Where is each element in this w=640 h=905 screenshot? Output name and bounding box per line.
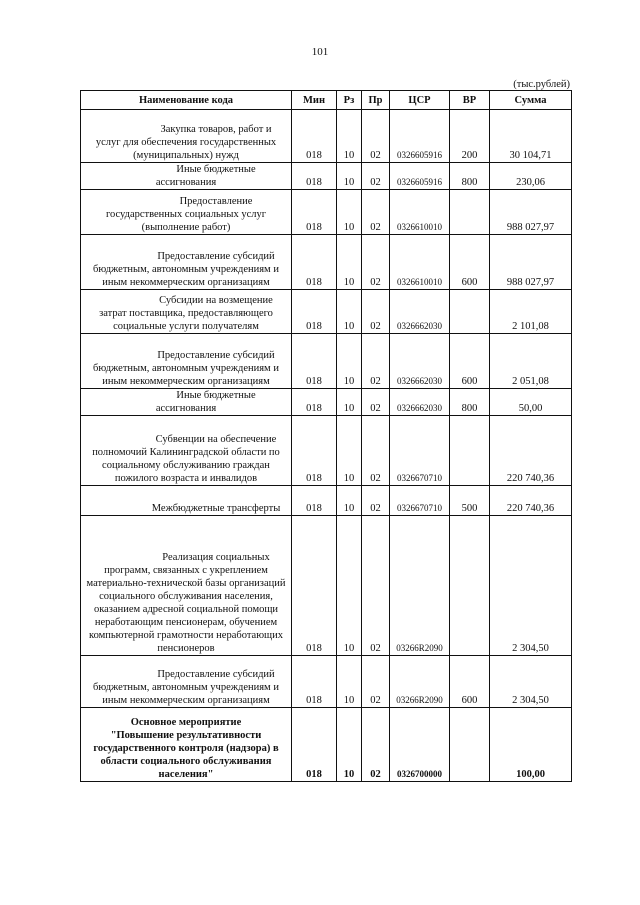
row-pr: 02 — [362, 110, 390, 163]
row-sum: 100,00 — [490, 708, 572, 782]
table-row — [81, 334, 572, 389]
row-name: Закупка товаров, работ и услуг для обеспечения государственных (муниципальных) нужд — [81, 110, 292, 163]
row-name: Иные бюджетные ассигнования — [81, 163, 292, 190]
row-pr: 02 — [362, 416, 390, 486]
table-row — [81, 389, 572, 416]
row-pr: 02 — [362, 163, 390, 190]
row-rz: 10 — [337, 416, 362, 486]
row-csr: 0326700000 — [390, 708, 450, 782]
table-row — [81, 708, 572, 782]
row-pr: 02 — [362, 656, 390, 708]
row-pr: 02 — [362, 708, 390, 782]
row-min: 018 — [292, 110, 337, 163]
row-sum: 2 304,50 — [490, 516, 572, 656]
row-csr: 0326662030 — [390, 389, 450, 416]
header-rz: Рз — [337, 91, 362, 110]
budget-table — [80, 90, 572, 782]
row-vr: 600 — [450, 656, 490, 708]
row-min: 018 — [292, 708, 337, 782]
row-name: Предоставление субсидий бюджетным, автономным учреждениям и иным некоммерческим организациям — [81, 656, 292, 708]
row-csr: 03266R2090 — [390, 656, 450, 708]
row-csr: 0326662030 — [390, 290, 450, 334]
row-rz: 10 — [337, 290, 362, 334]
row-vr — [450, 516, 490, 656]
row-pr: 02 — [362, 516, 390, 656]
row-pr: 02 — [362, 235, 390, 290]
row-min: 018 — [292, 290, 337, 334]
row-sum: 230,06 — [490, 163, 572, 190]
row-vr: 800 — [450, 389, 490, 416]
units-label: (тыс.рублей) — [513, 79, 570, 90]
row-rz: 10 — [337, 163, 362, 190]
row-vr: 800 — [450, 163, 490, 190]
table-row — [81, 163, 572, 190]
row-min: 018 — [292, 516, 337, 656]
row-rz: 10 — [337, 334, 362, 389]
row-name: Субвенции на обеспечение полномочий Калининградской области по социальному обслуживанию граждан пожилого возраста и инвалидов — [81, 416, 292, 486]
header-csr: ЦСР — [390, 91, 450, 110]
table-row — [81, 110, 572, 163]
row-min: 018 — [292, 656, 337, 708]
row-vr: 500 — [450, 486, 490, 516]
table-row — [81, 235, 572, 290]
table-row — [81, 486, 572, 516]
row-rz: 10 — [337, 656, 362, 708]
row-csr: 0326610010 — [390, 235, 450, 290]
header-sum: Сумма — [490, 91, 572, 110]
row-vr: 200 — [450, 110, 490, 163]
row-sum: 988 027,97 — [490, 235, 572, 290]
row-csr: 0326662030 — [390, 334, 450, 389]
row-min: 018 — [292, 416, 337, 486]
row-min: 018 — [292, 486, 337, 516]
table-row — [81, 516, 572, 656]
header-min: Мин — [292, 91, 337, 110]
table-row — [81, 656, 572, 708]
table-row — [81, 190, 572, 235]
row-vr: 600 — [450, 235, 490, 290]
row-vr: 600 — [450, 334, 490, 389]
row-csr: 03266R2090 — [390, 516, 450, 656]
row-vr — [450, 290, 490, 334]
header-vr: ВР — [450, 91, 490, 110]
row-sum: 220 740,36 — [490, 416, 572, 486]
row-csr: 0326605916 — [390, 163, 450, 190]
row-pr: 02 — [362, 290, 390, 334]
row-pr: 02 — [362, 389, 390, 416]
row-sum: 2 051,08 — [490, 334, 572, 389]
row-csr: 0326670710 — [390, 416, 450, 486]
row-csr: 0326670710 — [390, 486, 450, 516]
row-csr: 0326610010 — [390, 190, 450, 235]
row-name: Субсидии на возмещение затрат поставщика, предоставляющего социальные услуги получателям — [81, 290, 292, 334]
row-name: Предоставление субсидий бюджетным, автономным учреждениям и иным некоммерческим организациям — [81, 334, 292, 389]
row-sum: 2 304,50 — [490, 656, 572, 708]
row-min: 018 — [292, 163, 337, 190]
row-pr: 02 — [362, 334, 390, 389]
row-pr: 02 — [362, 486, 390, 516]
row-sum: 50,00 — [490, 389, 572, 416]
row-vr — [450, 416, 490, 486]
table-row — [81, 416, 572, 486]
row-name: Иные бюджетные ассигнования — [81, 389, 292, 416]
row-rz: 10 — [337, 486, 362, 516]
row-rz: 10 — [337, 389, 362, 416]
row-name: Предоставление субсидий бюджетным, автономным учреждениям и иным некоммерческим организациям — [81, 235, 292, 290]
row-vr — [450, 190, 490, 235]
header-pr: Пр — [362, 91, 390, 110]
row-csr: 0326605916 — [390, 110, 450, 163]
row-name: Основное мероприятие "Повышение результативности государственного контроля (надзора) в области социального обслуживания населения" — [81, 708, 292, 782]
row-sum: 988 027,97 — [490, 190, 572, 235]
row-name: Реализация социальных программ, связанных с укреплением материально-технической базы организаций социального обслуживания населения, оказанием адресной социальной помощи неработающим пенсионерам, обучением компьютерной грамотности неработающих пенсионеров — [81, 516, 292, 656]
row-min: 018 — [292, 235, 337, 290]
row-min: 018 — [292, 389, 337, 416]
table-row — [81, 290, 572, 334]
row-vr — [450, 708, 490, 782]
row-rz: 10 — [337, 190, 362, 235]
page-number: 101 — [311, 46, 329, 58]
table-header-row — [81, 91, 572, 110]
row-pr: 02 — [362, 190, 390, 235]
row-min: 018 — [292, 334, 337, 389]
row-rz: 10 — [337, 708, 362, 782]
row-rz: 10 — [337, 516, 362, 656]
row-min: 018 — [292, 190, 337, 235]
header-name: Наименование кода — [81, 91, 292, 110]
row-sum: 2 101,08 — [490, 290, 572, 334]
row-rz: 10 — [337, 235, 362, 290]
row-rz: 10 — [337, 110, 362, 163]
row-name: Межбюджетные трансферты — [81, 486, 292, 516]
row-sum: 220 740,36 — [490, 486, 572, 516]
row-name: Предоставление государственных социальных услуг (выполнение работ) — [81, 190, 292, 235]
row-sum: 30 104,71 — [490, 110, 572, 163]
